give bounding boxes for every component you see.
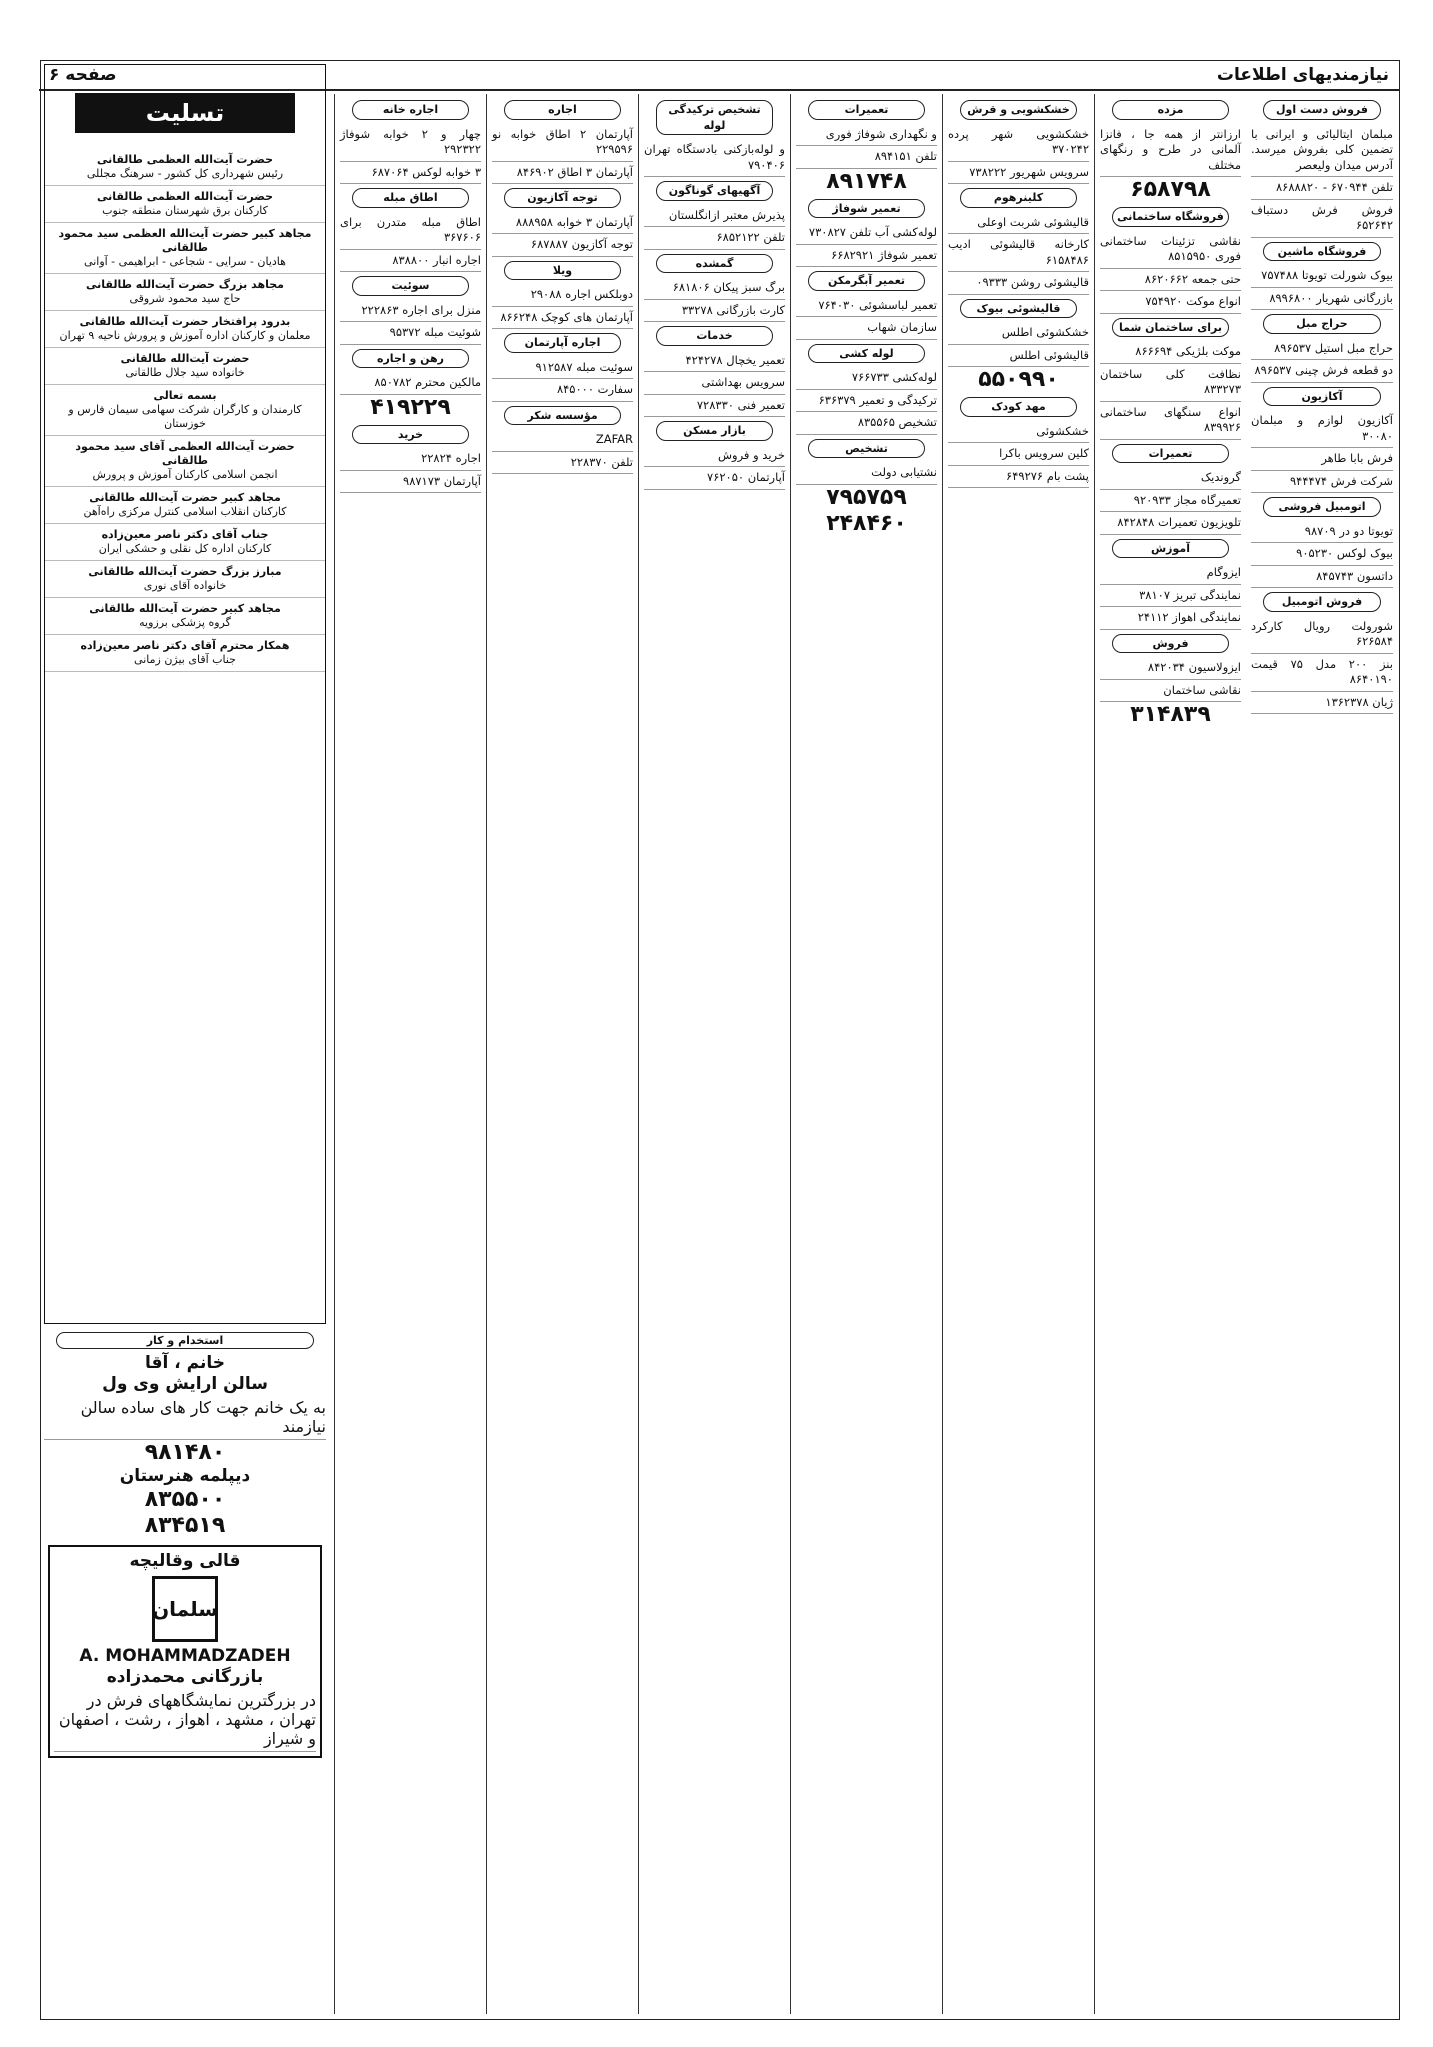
condolence-item xyxy=(45,524,325,561)
classified-ad: مالکین محترم ۸۵۰۷۸۲ xyxy=(340,372,481,395)
ad-heading: خانم ، آقا xyxy=(145,1353,225,1373)
condolence-text: همکار محترم آقای دکتر ناصر معین‌زاده xyxy=(80,639,290,652)
ad-column xyxy=(1094,94,1246,2014)
classified-ad: آپارتمان ۳ اطاق ۸۴۶۹۰۲ xyxy=(492,162,633,185)
section-label: فروش اتومبیل xyxy=(1263,592,1381,612)
section-label: مؤسسه شکر xyxy=(504,406,621,426)
condolence-text: مبارز بزرگ حضرت آیت‌الله طالقانی xyxy=(88,565,282,578)
firm-name-en: A. MOHAMMADZADEH xyxy=(79,1646,291,1666)
classified-ad: فرش بابا طاهر xyxy=(1251,448,1393,471)
condolence-text: بسمه تعالی xyxy=(153,389,217,402)
classified-ad: نشتیابی دولت xyxy=(796,462,937,485)
condolence-text: مجاهد کبیر حضرت آیت‌الله طالقانی xyxy=(89,602,281,615)
classified-ad: تویوتا دو در ۹۸۷۰۹ xyxy=(1251,521,1393,544)
condolence-item xyxy=(45,186,325,223)
classified-ad: کارت بازرگانی ۳۳۲۷۸ xyxy=(644,300,785,323)
section-label: مهد کودک xyxy=(960,397,1077,417)
ad-phone: ۵۵۰۹۹۰ xyxy=(978,367,1059,392)
classified-ad: دوبلکس اجاره ۲۹۰۸۸ xyxy=(492,284,633,307)
ad-column xyxy=(486,94,638,2014)
condolence-item xyxy=(45,561,325,598)
classified-ad: بنز ۲۰۰ مدل ۷۵ قیمت ۸۶۴۰۱۹۰ xyxy=(1251,654,1393,692)
section-label: اجاره آپارتمان xyxy=(504,333,621,353)
classified-ad: چهار و ۲ خوابه شوفاژ ۲۹۲۳۲۲ xyxy=(340,124,481,162)
classified-ad: قالیشوئی روشن ۰۹۳۳۳ xyxy=(948,272,1089,295)
section-label: استخدام و کار xyxy=(56,1332,314,1349)
section-label: اطاق مبله xyxy=(352,188,469,208)
classified-ad: توجه آکازیون ۶۸۷۸۸۷ xyxy=(492,234,633,257)
classified-ad: قالیشوئی اطلس xyxy=(948,345,1089,368)
classified-ad: آپارتمان ۷۶۲۰۵۰ xyxy=(644,467,785,490)
classified-ad: بازرگانی شهریار ۸۹۹۶۸۰۰ xyxy=(1251,288,1393,311)
classified-ad: تعمیر شوفاژ ۶۶۸۲۹۲۱ xyxy=(796,245,937,268)
section-label: کلینرهوم xyxy=(960,188,1077,208)
classified-ad: تعمیر فنی ۷۲۸۳۳۰ xyxy=(644,395,785,418)
section-label: آموزش xyxy=(1112,539,1229,559)
section-label: مزده xyxy=(1112,100,1229,120)
section-label: فروش دست اول xyxy=(1263,100,1381,120)
section-label: گمشده xyxy=(656,254,773,274)
section-label: برای ساختمان شما xyxy=(1112,318,1229,338)
condolence-signature: انجمن اسلامی کارکنان آموزش و پرورش xyxy=(92,468,278,481)
classified-ad: تعمیرگاه مجاز ۹۲۰۹۳۳ xyxy=(1100,490,1241,513)
classified-ad: ایزوگام xyxy=(1100,562,1241,585)
condolence-signature: معلمان و کارکنان اداره آموزش و پرورش ناحیه ۹ تهران xyxy=(59,329,311,342)
condolence-signature: حاج سید محمود شروقی xyxy=(129,292,241,305)
condolence-text: مجاهد کبیر حضرت آیت‌الله العظمی سید محمود طالقانی xyxy=(58,227,312,254)
condolence-text: مجاهد کبیر حضرت آیت‌الله طالقانی xyxy=(89,491,281,504)
classified-ad: نمایندگی اهواز ۲۴۱۱۲ xyxy=(1100,607,1241,630)
classified-ad: آکازیون لوازم و مبلمان ۳۰۰۸۰ xyxy=(1251,410,1393,448)
firm-title: قالی وقالیچه xyxy=(129,1551,241,1571)
classified-ad: آپارتمان ۳ خوابه ۸۸۸۹۵۸ xyxy=(492,212,633,235)
classified-ad: کارخانه قالیشوئی ادیب ۶۱۵۸۴۸۶ xyxy=(948,234,1089,272)
firm-desc: در بزرگترین نمایشگاههای فرش در تهران ، مشهد ، اهواز ، رشت ، اصفهان و شیراز xyxy=(54,1688,316,1752)
condolence-signature: کارکنان برق شهرستان منطقه جنوب xyxy=(102,204,268,217)
section-label: سوئیت xyxy=(352,276,469,296)
section-label: آگهیهای گوناگون xyxy=(656,181,773,201)
section-label: خدمات xyxy=(656,326,773,346)
classified-ad: آپارتمان ۲ اطاق خوابه نو ۲۲۹۵۹۶ xyxy=(492,124,633,162)
condolence-item xyxy=(45,598,325,635)
phone-1: ۸۳۵۵۰۰ xyxy=(144,1487,226,1512)
condolence-text: بدرود پرافتخار حضرت آیت‌الله طالقانی xyxy=(79,315,291,328)
condolence-item xyxy=(45,487,325,524)
condolence-signature: کارمندان و کارگران شرکت سهامی سیمان فارس و خوزستان xyxy=(68,403,302,430)
classified-ad: گروندیک xyxy=(1100,467,1241,490)
condolence-signature: کارکنان انقلاب اسلامی کنترل مرکزی راه‌آهن xyxy=(83,505,287,518)
classified-ad: فروش فرش دستباف ۶۵۲۶۴۲ xyxy=(1251,200,1393,238)
page-label: صفحه ۶ xyxy=(49,65,117,85)
condolence-item xyxy=(45,635,325,672)
condolence-item xyxy=(45,348,325,385)
classified-ad: بیوک لوکس ۹۰۵۲۳۰ xyxy=(1251,543,1393,566)
classified-ad: نقاشی ساختمان xyxy=(1100,680,1241,703)
condolence-signature: کارکنان اداره کل نقلی و حشکی ایران xyxy=(98,542,272,555)
classified-ad: تلفن ۶۷۰۹۴۴ - ۸۶۸۸۸۲۰ xyxy=(1251,177,1393,200)
condolence-box xyxy=(44,64,326,1324)
classified-ad: موکت بلژیکی ۸۶۶۶۹۴ xyxy=(1100,341,1241,364)
condolence-signature: جناب آقای بیژن زمانی xyxy=(134,653,236,666)
classified-ad: داتسون ۸۴۵۷۴۳ xyxy=(1251,566,1393,589)
classified-ad: سازمان شهاب xyxy=(796,317,937,340)
classified-ad: منزل برای اجاره ۲۲۲۸۶۳ xyxy=(340,300,481,323)
classified-ad: اجاره ۲۲۸۲۴ xyxy=(340,448,481,471)
firm-name-fa: بازرگانی محمدزاده xyxy=(106,1667,264,1687)
section-label: خشکشویی و قرش xyxy=(960,100,1077,120)
classified-ad: آپارتمان های کوچک ۸۶۶۲۴۸ xyxy=(492,307,633,330)
classified-ad: انواع موکت ۷۵۴۹۲۰ xyxy=(1100,291,1241,314)
classified-ad: ژیان ۱۳۶۲۳۷۸ xyxy=(1251,692,1393,715)
classified-ad: شورولت رویال کارکرد ۶۲۶۵۸۴ xyxy=(1251,616,1393,654)
classified-ad: سفارت ۸۴۵۰۰۰ xyxy=(492,379,633,402)
classified-ad: تشخیص ۸۳۵۵۶۵ xyxy=(796,412,937,435)
section-label: اتومبیل فروشی xyxy=(1263,497,1381,517)
condolence-signature: خانواده آقای نوری xyxy=(143,579,227,592)
classified-ad: حراج مبل استیل ۸۹۶۵۳۷ xyxy=(1251,338,1393,361)
condolence-signature: خانواده سید جلال طالقانی xyxy=(125,366,245,379)
condolence-text: حضرت آیت‌الله العظمی طالقانی xyxy=(96,190,274,203)
ad-column xyxy=(942,94,1094,2014)
firm-logo-label: سلمان xyxy=(152,1597,218,1621)
classified-ad: انواع سنگهای ساختمانی ۸۳۹۹۲۶ xyxy=(1100,402,1241,440)
classified-ad: اجاره انبار ۸۳۸۸۰۰ xyxy=(340,250,481,273)
classified-ad: تلفن ۲۲۸۳۷۰ xyxy=(492,452,633,475)
ad-column xyxy=(790,94,942,2014)
ad-phone: ۳۱۴۸۳۹ xyxy=(1130,702,1211,727)
classified-ad: ZAFAR xyxy=(492,429,633,452)
left-ads xyxy=(44,1328,326,2018)
classified-ad: و لوله‌بازکنی بادستگاه تهران ۷۹۰۴۰۶ xyxy=(644,139,785,177)
classified-ad: خشکشوئی xyxy=(948,421,1089,444)
ad-phone: ۸۹۱۷۴۸ xyxy=(826,168,907,194)
section-label: تعمیرات xyxy=(1112,444,1229,464)
classified-ad: تلویزیون تعمیرات ۸۴۲۸۴۸ xyxy=(1100,512,1241,535)
condolence-text: حضرت آیت‌الله العظمی طالقانی xyxy=(96,153,274,166)
condolence-item xyxy=(45,311,325,348)
section-label: قالیشوئی بیوک xyxy=(960,299,1077,319)
classified-ad: بیوک شورلت تویوتا ۷۵۷۴۸۸ xyxy=(1251,265,1393,288)
condolence-item xyxy=(45,223,325,274)
section-label: خرید xyxy=(352,425,469,445)
classified-ad: ۳ خوابه لوکس ۶۸۷۰۶۴ xyxy=(340,162,481,185)
section-label: بازار مسکن xyxy=(656,421,773,441)
ad-column xyxy=(1246,94,1398,2014)
condolence-signature: رئیس شهرداری کل کشور - سرهنگ مجللی xyxy=(86,167,284,180)
classified-ad: ترکیدگی و تعمیر ۶۳۶۳۷۹ xyxy=(796,390,937,413)
condolence-signature: هادیان - سرایی - شجاعی - ابراهیمی - آوانی xyxy=(84,255,286,268)
salon-phone: ۹۸۱۴۸۰ xyxy=(144,1440,226,1465)
classified-ad: سوئیت مبله ۹۱۲۵۸۷ xyxy=(492,357,633,380)
section-label: تشخیص ترکیدگی لوله xyxy=(656,100,773,135)
section-label: تشخیص xyxy=(808,439,925,459)
condolence-text: جناب آقای دکتر ناصر معین‌زاده xyxy=(101,528,269,541)
classified-ad: تلفن ۶۸۵۲۱۲۲ xyxy=(644,227,785,250)
ad-column xyxy=(334,94,486,2014)
condolence-text: مجاهد بزرگ حضرت آیت‌الله طالقانی xyxy=(86,278,284,291)
section-label: لوله کشی xyxy=(808,344,925,364)
firm-ad xyxy=(48,1545,322,1758)
classified-ad: شوئیت مبله ۹۵۳۷۲ xyxy=(340,322,481,345)
classified-ad: کلین سرویس باکرا xyxy=(948,443,1089,466)
ad-phone: ۴۱۹۲۲۹ xyxy=(370,394,451,420)
section-label: تعمیر شوفاژ xyxy=(808,199,925,219)
section-label: حراج مبل xyxy=(1263,314,1381,334)
classified-ad: آپارتمان ۹۸۷۱۷۳ xyxy=(340,471,481,494)
condolence-item xyxy=(45,274,325,311)
section-label: اجاره خانه xyxy=(352,100,469,120)
section-label: فروشگاه ساختمانی xyxy=(1112,207,1229,227)
classified-ad: نظافت کلی ساختمان ۸۳۳۲۷۳ xyxy=(1100,364,1241,402)
classified-ad: سرویس بهداشتی xyxy=(644,372,785,395)
classified-ad: ارزانتر از همه جا ، فانزا آلمانی در طرح و رنگهای مختلف xyxy=(1100,124,1241,178)
section-title: نیازمندیهای اطلاعات xyxy=(1216,65,1389,85)
condolence-item xyxy=(45,149,325,186)
condolence-signature: گروه پزشکی برزویه xyxy=(139,616,231,629)
classified-ad: خشکشویی شهر پرده ۳۷۰۲۴۲ xyxy=(948,124,1089,162)
ad-phone: ۶۵۸۷۹۸ xyxy=(1130,177,1211,202)
section-label: اجاره xyxy=(504,100,621,120)
section-label: تعمیرات xyxy=(808,100,925,120)
section-label: تعمیر آبگرمکن xyxy=(808,271,925,291)
ad-phone: ۲۴۸۴۶۰ xyxy=(826,510,907,536)
classified-ad: خشکشوئی اطلس xyxy=(948,322,1089,345)
classified-ad: پشت بام ۶۴۹۲۷۶ xyxy=(948,466,1089,489)
condolence-item xyxy=(45,385,325,436)
condolence-text: حضرت آیت‌الله العظمی آقای سید محمود طالقانی xyxy=(75,440,295,467)
classified-ad: نمایندگی تبریز ۳۸۱۰۷ xyxy=(1100,585,1241,608)
classified-ad: لوله‌کشی آب تلفن ۷۳۰۸۲۷ xyxy=(796,222,937,245)
classified-ad: اطاق مبله متدرن برای ۳۶۷۶۰۶ xyxy=(340,212,481,250)
ad-phone: ۷۹۵۷۵۹ xyxy=(826,484,907,510)
section-label: توجه آکازیون xyxy=(504,188,621,208)
classified-ad: حتی جمعه ۸۶۲۰۶۶۲ xyxy=(1100,269,1241,292)
phone-2: ۸۳۴۵۱۹ xyxy=(144,1513,226,1538)
classified-ad: شرکت فرش ۹۴۴۴۷۴ xyxy=(1251,471,1393,494)
classified-ad: نقاشی تزئینات ساختمانی فوری ۸۵۱۵۹۵۰ xyxy=(1100,231,1241,269)
ad-column xyxy=(638,94,790,2014)
section-label: ویلا xyxy=(504,261,621,281)
classified-ad: دو قطعه فرش چینی ۸۹۶۵۳۷ xyxy=(1251,360,1393,383)
salon-desc: به یک خانم جهت کار های ساده سالن نیازمند xyxy=(44,1395,326,1440)
section-label: رهن و اجاره xyxy=(352,349,469,369)
classified-ad: سرویس شهریور ۷۳۸۲۲۲ xyxy=(948,162,1089,185)
classified-ad: خرید و فروش xyxy=(644,445,785,468)
section-label: فروشگاه ماشین xyxy=(1263,242,1381,262)
classified-ad: تعمیر یخچال ۴۲۴۲۷۸ xyxy=(644,350,785,373)
classified-ad: پذیرش معتبر ازانگلستان xyxy=(644,205,785,228)
condolence-item xyxy=(45,436,325,487)
section-label: فروش xyxy=(1112,634,1229,654)
classified-ad: تلفن ۸۹۴۱۵۱ xyxy=(796,146,937,169)
diploma-ad: دیپلمه هنرستان xyxy=(119,1466,251,1486)
classified-ad: مبلمان ایتالیائی و ایرانی با تضمین کلی بفروش میرسد. آدرس میدان ولیعصر xyxy=(1251,124,1393,178)
classified-ad: لوله‌کشی ۷۶۶۷۳۳ xyxy=(796,367,937,390)
salon-name: سالن ارایش وی ول xyxy=(102,1374,268,1394)
firm-logo-icon xyxy=(152,1576,218,1642)
classified-ad: تعمیر لباسشوئی ۷۶۴۰۳۰ xyxy=(796,295,937,318)
condolence-text: حضرت آیت‌الله طالقانی xyxy=(120,352,250,365)
classified-ad: و نگهداری شوفاژ فوری xyxy=(796,124,937,147)
classified-ad: ایزولاسیون ۸۴۲۰۳۴ xyxy=(1100,657,1241,680)
condolence-title: تسلیت xyxy=(75,93,295,133)
condolence-list xyxy=(45,149,325,672)
classified-ad: قالیشوئی شربت اوعلی xyxy=(948,212,1089,235)
classified-ad: برگ سبز پیکان ۶۸۱۸۰۶ xyxy=(644,277,785,300)
section-label: آکازیون xyxy=(1263,387,1381,407)
